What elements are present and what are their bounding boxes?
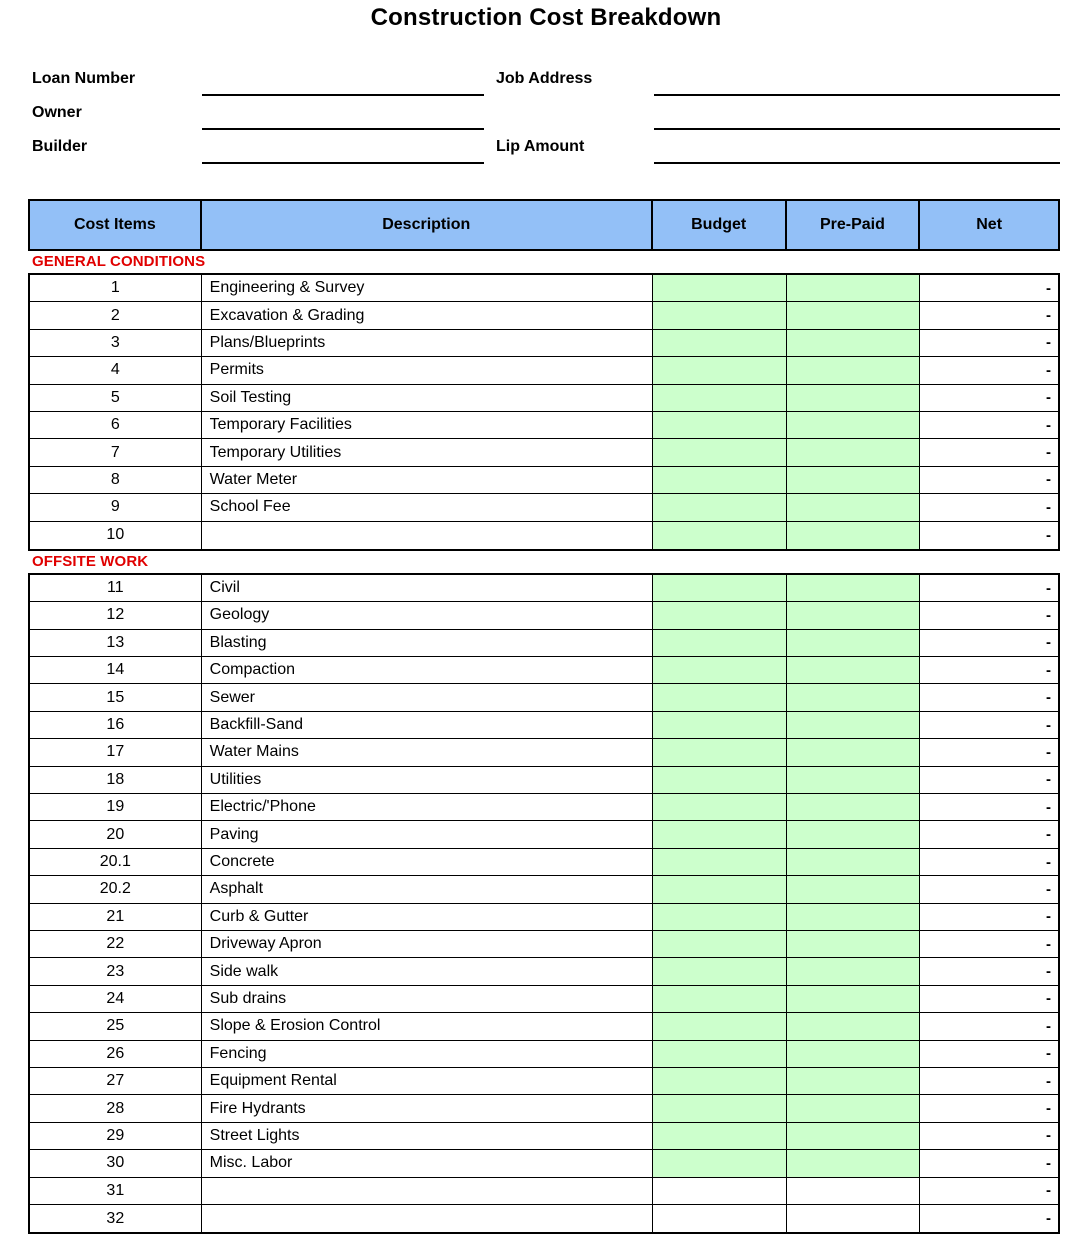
table-row — [30, 1150, 1058, 1177]
cell-budget[interactable] — [653, 630, 787, 656]
table-row — [30, 931, 1058, 958]
cell-net[interactable]: - — [920, 602, 1058, 628]
cell-budget[interactable] — [653, 849, 787, 875]
cell-net[interactable]: - — [920, 712, 1058, 738]
section-title: OFFSITE WORK — [28, 551, 1060, 573]
cell-pre-paid[interactable] — [787, 357, 921, 383]
cell-description[interactable]: Sewer — [202, 684, 653, 710]
cell-net[interactable]: - — [920, 739, 1058, 765]
cell-description[interactable]: Curb & Gutter — [202, 904, 653, 930]
section-title: GENERAL CONDITIONS — [28, 251, 1060, 273]
cell-cost-item[interactable]: 11 — [30, 575, 202, 601]
column-header-cost-items: Cost Items — [30, 201, 202, 249]
cell-budget[interactable] — [653, 767, 787, 793]
cell-net[interactable]: - — [920, 275, 1058, 301]
cell-budget[interactable] — [653, 657, 787, 683]
table-row — [30, 904, 1058, 931]
cell-net[interactable]: - — [920, 302, 1058, 328]
cell-budget[interactable] — [653, 712, 787, 738]
cell-cost-item[interactable]: 2 — [30, 302, 202, 328]
cell-net[interactable]: - — [920, 876, 1058, 902]
cell-pre-paid[interactable] — [787, 494, 921, 520]
cell-pre-paid[interactable] — [787, 767, 921, 793]
cell-net[interactable]: - — [920, 904, 1058, 930]
cell-net[interactable]: - — [920, 958, 1058, 984]
cell-cost-item[interactable]: 13 — [30, 630, 202, 656]
table-row — [30, 1178, 1058, 1205]
builder-field[interactable] — [202, 162, 484, 164]
section-rows — [28, 573, 1060, 1234]
cell-cost-item[interactable]: 28 — [30, 1095, 202, 1121]
cell-description[interactable]: Sub drains — [202, 986, 653, 1012]
table-row — [30, 575, 1058, 602]
cell-cost-item[interactable]: 3 — [30, 330, 202, 356]
cell-pre-paid[interactable] — [787, 412, 921, 438]
builder-label: Builder — [32, 138, 88, 155]
cell-net[interactable]: - — [920, 849, 1058, 875]
cell-cost-item[interactable]: 18 — [30, 767, 202, 793]
cell-cost-item[interactable]: 31 — [30, 1178, 202, 1204]
cell-budget[interactable] — [653, 1205, 787, 1232]
table-row — [30, 958, 1058, 985]
lip-amount-label: Lip Amount — [496, 138, 585, 155]
cell-cost-item[interactable]: 20 — [30, 821, 202, 847]
form-row — [0, 102, 1092, 136]
cell-pre-paid[interactable] — [787, 1123, 921, 1149]
cell-net[interactable]: - — [920, 794, 1058, 820]
cell-pre-paid[interactable] — [787, 657, 921, 683]
cell-budget[interactable] — [653, 931, 787, 957]
cell-net[interactable]: - — [920, 1041, 1058, 1067]
table-row — [30, 794, 1058, 821]
table-row — [30, 1123, 1058, 1150]
cell-budget[interactable] — [653, 439, 787, 465]
cell-cost-item[interactable]: 14 — [30, 657, 202, 683]
cell-cost-item[interactable]: 1 — [30, 275, 202, 301]
cell-description[interactable]: Backfill-Sand — [202, 712, 653, 738]
table-row — [30, 302, 1058, 329]
cell-pre-paid[interactable] — [787, 385, 921, 411]
cell-description[interactable]: Fencing — [202, 1041, 653, 1067]
form-header — [0, 68, 1092, 178]
loan-number-field[interactable] — [202, 94, 484, 96]
cell-net[interactable]: - — [920, 357, 1058, 383]
cell-pre-paid[interactable] — [787, 876, 921, 902]
cell-budget[interactable] — [653, 1068, 787, 1094]
table-row — [30, 357, 1058, 384]
cell-budget[interactable] — [653, 275, 787, 301]
cell-pre-paid[interactable] — [787, 1095, 921, 1121]
table-row — [30, 602, 1058, 629]
cell-budget[interactable] — [653, 986, 787, 1012]
cell-pre-paid[interactable] — [787, 1013, 921, 1039]
page-title: Construction Cost Breakdown — [370, 4, 722, 31]
cell-cost-item[interactable]: 32 — [30, 1205, 202, 1232]
cell-description[interactable]: Blasting — [202, 630, 653, 656]
cell-cost-item[interactable]: 24 — [30, 986, 202, 1012]
cell-net[interactable]: - — [920, 575, 1058, 601]
cell-description[interactable]: Plans/Blueprints — [202, 330, 653, 356]
cell-pre-paid[interactable] — [787, 575, 921, 601]
cell-pre-paid[interactable] — [787, 712, 921, 738]
cell-cost-item[interactable]: 25 — [30, 1013, 202, 1039]
cell-pre-paid[interactable] — [787, 467, 921, 493]
cell-budget[interactable] — [653, 302, 787, 328]
cell-cost-item[interactable]: 15 — [30, 684, 202, 710]
cell-description[interactable]: School Fee — [202, 494, 653, 520]
cell-cost-item[interactable]: 22 — [30, 931, 202, 957]
cell-pre-paid[interactable] — [787, 602, 921, 628]
cell-budget[interactable] — [653, 602, 787, 628]
table-row — [30, 1041, 1058, 1068]
cell-description[interactable]: Permits — [202, 357, 653, 383]
cell-net[interactable]: - — [920, 1123, 1058, 1149]
cell-pre-paid[interactable] — [787, 986, 921, 1012]
cell-budget[interactable] — [653, 1150, 787, 1176]
cell-budget[interactable] — [653, 958, 787, 984]
cell-cost-item[interactable]: 20.2 — [30, 876, 202, 902]
cost-breakdown-table — [28, 199, 1060, 1234]
cell-cost-item[interactable]: 27 — [30, 1068, 202, 1094]
cell-net[interactable]: - — [920, 986, 1058, 1012]
cell-pre-paid[interactable] — [787, 1041, 921, 1067]
cell-pre-paid[interactable] — [787, 1178, 921, 1204]
job-address-label: Job Address — [496, 70, 593, 87]
table-row — [30, 439, 1058, 466]
cell-description[interactable] — [202, 1205, 653, 1232]
cell-cost-item[interactable]: 16 — [30, 712, 202, 738]
form-row — [0, 136, 1092, 170]
table-row — [30, 630, 1058, 657]
cell-pre-paid[interactable] — [787, 794, 921, 820]
cell-pre-paid[interactable] — [787, 1150, 921, 1176]
cell-cost-item[interactable]: 8 — [30, 467, 202, 493]
cell-net[interactable]: - — [920, 1013, 1058, 1039]
cell-net[interactable]: - — [920, 330, 1058, 356]
job-address-field-2[interactable] — [654, 128, 1060, 130]
cell-budget[interactable] — [653, 1178, 787, 1204]
owner-label: Owner — [32, 104, 82, 121]
cell-description[interactable]: Side walk — [202, 958, 653, 984]
cell-description[interactable]: Fire Hydrants — [202, 1095, 653, 1121]
cell-net[interactable]: - — [920, 767, 1058, 793]
cell-net[interactable]: - — [920, 385, 1058, 411]
cell-pre-paid[interactable] — [787, 821, 921, 847]
cell-pre-paid[interactable] — [787, 958, 921, 984]
table-row — [30, 385, 1058, 412]
table-row — [30, 657, 1058, 684]
table-header-row — [28, 199, 1060, 251]
cell-cost-item[interactable]: 10 — [30, 522, 202, 549]
cell-description[interactable]: Asphalt — [202, 876, 653, 902]
cell-description[interactable]: Misc. Labor — [202, 1150, 653, 1176]
cell-cost-item[interactable]: 7 — [30, 439, 202, 465]
cell-pre-paid[interactable] — [787, 904, 921, 930]
cell-net[interactable]: - — [920, 439, 1058, 465]
cell-net[interactable]: - — [920, 522, 1058, 549]
table-row — [30, 275, 1058, 302]
table-row — [30, 1205, 1058, 1232]
cell-pre-paid[interactable] — [787, 1068, 921, 1094]
table-row — [30, 494, 1058, 521]
cell-cost-item[interactable]: 29 — [30, 1123, 202, 1149]
table-row — [30, 739, 1058, 766]
cell-cost-item[interactable]: 12 — [30, 602, 202, 628]
cell-cost-item[interactable]: 21 — [30, 904, 202, 930]
cell-budget[interactable] — [653, 522, 787, 549]
cell-pre-paid[interactable] — [787, 439, 921, 465]
cell-description[interactable] — [202, 1178, 653, 1204]
owner-field[interactable] — [202, 128, 484, 130]
cell-budget[interactable] — [653, 467, 787, 493]
cell-description[interactable]: Soil Testing — [202, 385, 653, 411]
cell-net[interactable]: - — [920, 467, 1058, 493]
section-rows — [28, 273, 1060, 551]
cell-budget[interactable] — [653, 794, 787, 820]
cell-description[interactable]: Paving — [202, 821, 653, 847]
cell-pre-paid[interactable] — [787, 684, 921, 710]
cell-net[interactable]: - — [920, 1178, 1058, 1204]
cell-description[interactable]: Street Lights — [202, 1123, 653, 1149]
table-row — [30, 1095, 1058, 1122]
table-row — [30, 684, 1058, 711]
column-header-net: Net — [920, 201, 1058, 249]
cell-description[interactable]: Water Mains — [202, 739, 653, 765]
cell-description[interactable]: Equipment Rental — [202, 1068, 653, 1094]
cell-budget[interactable] — [653, 904, 787, 930]
cell-budget[interactable] — [653, 1123, 787, 1149]
cell-net[interactable]: - — [920, 412, 1058, 438]
cell-description[interactable]: Water Meter — [202, 467, 653, 493]
cell-pre-paid[interactable] — [787, 739, 921, 765]
cell-pre-paid[interactable] — [787, 1205, 921, 1232]
cell-cost-item[interactable]: 4 — [30, 357, 202, 383]
cell-net[interactable]: - — [920, 1150, 1058, 1176]
table-row — [30, 467, 1058, 494]
cell-description[interactable] — [202, 522, 653, 549]
cell-pre-paid[interactable] — [787, 302, 921, 328]
cell-pre-paid[interactable] — [787, 275, 921, 301]
cell-pre-paid[interactable] — [787, 630, 921, 656]
cell-net[interactable]: - — [920, 630, 1058, 656]
cell-description[interactable]: Excavation & Grading — [202, 302, 653, 328]
cell-budget[interactable] — [653, 330, 787, 356]
cell-description[interactable]: Temporary Facilities — [202, 412, 653, 438]
form-row — [0, 68, 1092, 102]
cell-budget[interactable] — [653, 1095, 787, 1121]
cell-cost-item[interactable]: 26 — [30, 1041, 202, 1067]
cell-budget[interactable] — [653, 684, 787, 710]
cell-cost-item[interactable]: 19 — [30, 794, 202, 820]
cell-description[interactable]: Compaction — [202, 657, 653, 683]
column-header-budget: Budget — [653, 201, 787, 249]
cell-budget[interactable] — [653, 739, 787, 765]
cell-net[interactable]: - — [920, 494, 1058, 520]
cell-cost-item[interactable]: 23 — [30, 958, 202, 984]
cell-pre-paid[interactable] — [787, 849, 921, 875]
cell-net[interactable]: - — [920, 1205, 1058, 1232]
cell-budget[interactable] — [653, 1013, 787, 1039]
table-row — [30, 330, 1058, 357]
job-address-field[interactable] — [654, 94, 1060, 96]
cell-net[interactable]: - — [920, 1095, 1058, 1121]
table-row — [30, 821, 1058, 848]
table-row — [30, 1068, 1058, 1095]
cell-description[interactable]: Engineering & Survey — [202, 275, 653, 301]
table-row — [30, 986, 1058, 1013]
table-row — [30, 1013, 1058, 1040]
table-row — [30, 712, 1058, 739]
cell-budget[interactable] — [653, 357, 787, 383]
cell-cost-item[interactable]: 5 — [30, 385, 202, 411]
cell-cost-item[interactable]: 9 — [30, 494, 202, 520]
cell-description[interactable]: Electric/'Phone — [202, 794, 653, 820]
cell-cost-item[interactable]: 30 — [30, 1150, 202, 1176]
cell-description[interactable]: Utilities — [202, 767, 653, 793]
cell-description[interactable]: Driveway Apron — [202, 931, 653, 957]
cell-budget[interactable] — [653, 575, 787, 601]
table-row — [30, 522, 1058, 549]
cell-pre-paid[interactable] — [787, 330, 921, 356]
table-sections — [28, 251, 1060, 1234]
column-header-pre-paid: Pre-Paid — [787, 201, 921, 249]
cell-cost-item[interactable]: 20.1 — [30, 849, 202, 875]
cell-budget[interactable] — [653, 1041, 787, 1067]
cell-net[interactable]: - — [920, 657, 1058, 683]
table-row — [30, 849, 1058, 876]
cell-description[interactable]: Geology — [202, 602, 653, 628]
column-header-description: Description — [202, 201, 653, 249]
cell-net[interactable]: - — [920, 1068, 1058, 1094]
cell-pre-paid[interactable] — [787, 522, 921, 549]
cell-net[interactable]: - — [920, 684, 1058, 710]
cell-pre-paid[interactable] — [787, 931, 921, 957]
cell-description[interactable]: Temporary Utilities — [202, 439, 653, 465]
cell-budget[interactable] — [653, 494, 787, 520]
table-row — [30, 412, 1058, 439]
cell-budget[interactable] — [653, 876, 787, 902]
cell-budget[interactable] — [653, 385, 787, 411]
loan-number-label: Loan Number — [32, 70, 136, 87]
cell-net[interactable]: - — [920, 931, 1058, 957]
cell-cost-item[interactable]: 17 — [30, 739, 202, 765]
cell-description[interactable]: Slope & Erosion Control — [202, 1013, 653, 1039]
cell-description[interactable]: Civil — [202, 575, 653, 601]
cell-budget[interactable] — [653, 821, 787, 847]
lip-amount-field[interactable] — [654, 162, 1060, 164]
cell-budget[interactable] — [653, 412, 787, 438]
table-row — [30, 876, 1058, 903]
table-row — [30, 767, 1058, 794]
cell-cost-item[interactable]: 6 — [30, 412, 202, 438]
cell-description[interactable]: Concrete — [202, 849, 653, 875]
cell-net[interactable]: - — [920, 821, 1058, 847]
